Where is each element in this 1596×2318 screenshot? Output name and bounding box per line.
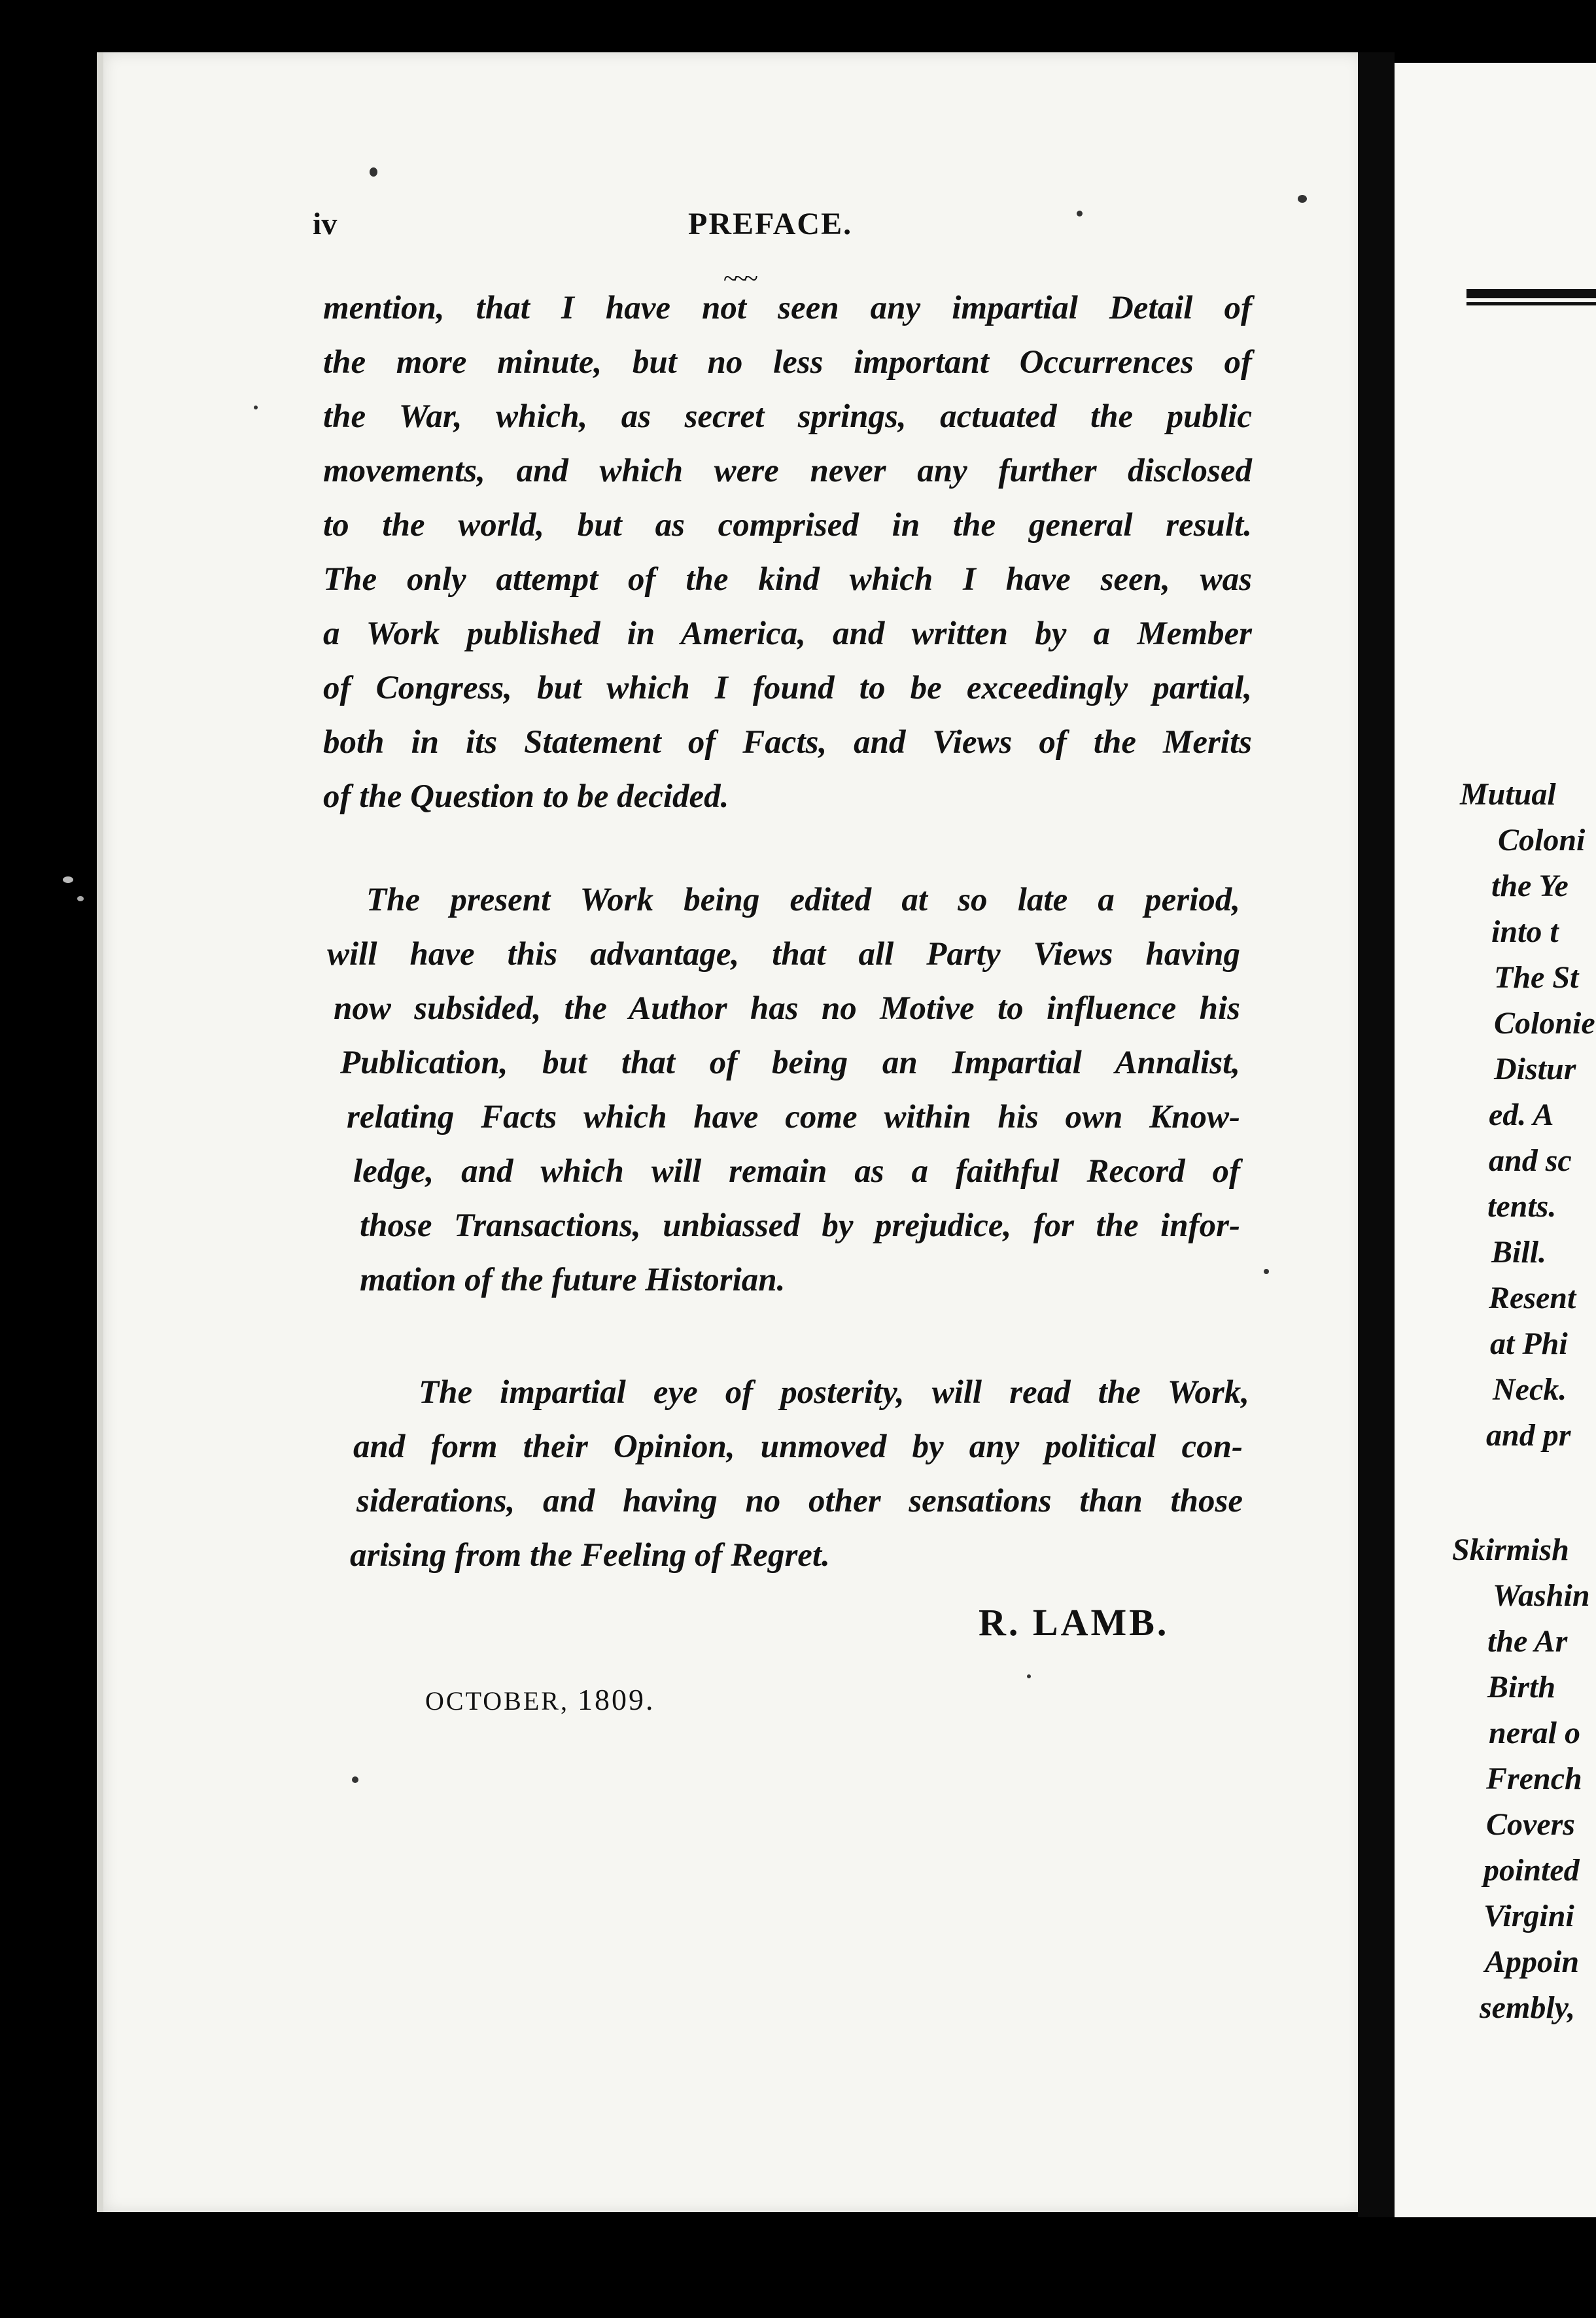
date-month: OCTOBER,: [425, 1686, 569, 1716]
running-title: PREFACE.: [688, 207, 853, 241]
ink-speck: [352, 1776, 358, 1783]
text-line: ledge, and which will remain as a faithful Record of: [353, 1153, 1240, 1190]
text-line: the more minute, but no less important Occurrences of: [323, 344, 1252, 381]
text-line: arising from the Feeling of Regret.: [350, 1537, 830, 1574]
facing-fragment: at Phi: [1490, 1326, 1568, 1361]
text-line: of the Question to be decided.: [323, 778, 729, 815]
facing-fragment: Virgini: [1483, 1899, 1574, 1933]
facing-fragment: Mutual: [1460, 777, 1556, 812]
text-line: and form their Opinion, unmoved by any political con-: [353, 1428, 1243, 1465]
facing-page-rule-thin: [1466, 302, 1596, 305]
paragraph-2: [327, 873, 1240, 1307]
facing-fragment: the Ye: [1491, 869, 1569, 903]
ink-speck: [370, 167, 377, 177]
facing-fragment: tents.: [1487, 1189, 1557, 1224]
facing-fragment: Skirmish: [1452, 1532, 1569, 1567]
text-line: mation of the future Historian.: [360, 1262, 786, 1298]
facing-fragment: Appoin: [1485, 1945, 1580, 1979]
facing-fragment: Resent: [1489, 1281, 1576, 1315]
facing-fragment: pointed: [1483, 1853, 1580, 1888]
facing-fragment: the Ar: [1487, 1624, 1568, 1659]
text-line: now subsided, the Author has no Motive to influence his: [334, 990, 1240, 1027]
text-line: movements, and which were never any further disclosed: [323, 453, 1252, 489]
text-line: The present Work being edited at so late a period,: [366, 882, 1240, 918]
facing-fragment: Washin: [1493, 1578, 1590, 1613]
facing-fragment: into t: [1491, 914, 1559, 949]
text-line: Publication, but that of being an Impartial Annalist,: [340, 1045, 1240, 1081]
ink-speck: [63, 876, 73, 883]
facing-fragment: and sc: [1489, 1143, 1572, 1178]
facing-fragment: Neck.: [1493, 1372, 1567, 1407]
text-line: The impartial eye of posterity, will read the Work,: [419, 1374, 1249, 1411]
facing-fragment: The St: [1494, 960, 1579, 995]
facing-fragment: ed. A: [1489, 1098, 1554, 1132]
text-line: a Work published in America, and written by a Member: [323, 615, 1252, 652]
ink-speck: [1027, 1674, 1031, 1678]
facing-fragment: and pr: [1486, 1418, 1571, 1453]
facing-fragment: sembly,: [1480, 1990, 1576, 2025]
text-line: of Congress, but which I found to be exceedingly partial,: [323, 670, 1252, 706]
ink-speck: [1298, 195, 1307, 203]
text-line: siderations, and having no other sensations than those: [356, 1483, 1243, 1519]
ink-speck: [77, 896, 84, 901]
ornament-divider: ~~~: [723, 264, 754, 293]
page-number: iv: [313, 207, 338, 241]
ink-speck: [1077, 211, 1083, 216]
text-line: to the world, but as comprised in the general result.: [323, 507, 1252, 544]
date-line: [425, 1682, 655, 1717]
text-line: will have this advantage, that all Party Views having: [327, 936, 1240, 973]
facing-fragment: French: [1486, 1761, 1582, 1796]
date-year: 1809.: [577, 1683, 655, 1716]
paragraph-3: [350, 1366, 1249, 1583]
text-line: mention, that I have not seen any impartial Detail of: [323, 290, 1252, 326]
text-line: both in its Statement of Facts, and Views of the Merits: [323, 724, 1252, 761]
facing-page-rule-thick: [1466, 289, 1596, 298]
text-line: those Transactions, unbiassed by prejudice, for the infor-: [360, 1207, 1240, 1244]
text-line: relating Facts which have come within his own Know-: [347, 1099, 1240, 1135]
facing-fragment: Covers: [1486, 1807, 1575, 1842]
facing-fragment: Distur: [1494, 1052, 1576, 1086]
paragraph-1: [323, 281, 1252, 824]
text-line: The only attempt of the kind which I have seen, was: [323, 561, 1252, 598]
author-signature: R. LAMB.: [979, 1601, 1170, 1644]
facing-fragment: Birth: [1487, 1670, 1556, 1704]
ink-speck: [1264, 1269, 1269, 1274]
book-gutter: [1358, 52, 1395, 2217]
text-line: the War, which, as secret springs, actuated the public: [323, 398, 1252, 435]
facing-fragment: neral o: [1489, 1716, 1581, 1750]
ink-speck: [254, 406, 258, 409]
facing-fragment: Coloni: [1498, 823, 1586, 857]
facing-fragment: Colonie: [1494, 1006, 1595, 1041]
facing-fragment: Bill.: [1491, 1235, 1547, 1270]
